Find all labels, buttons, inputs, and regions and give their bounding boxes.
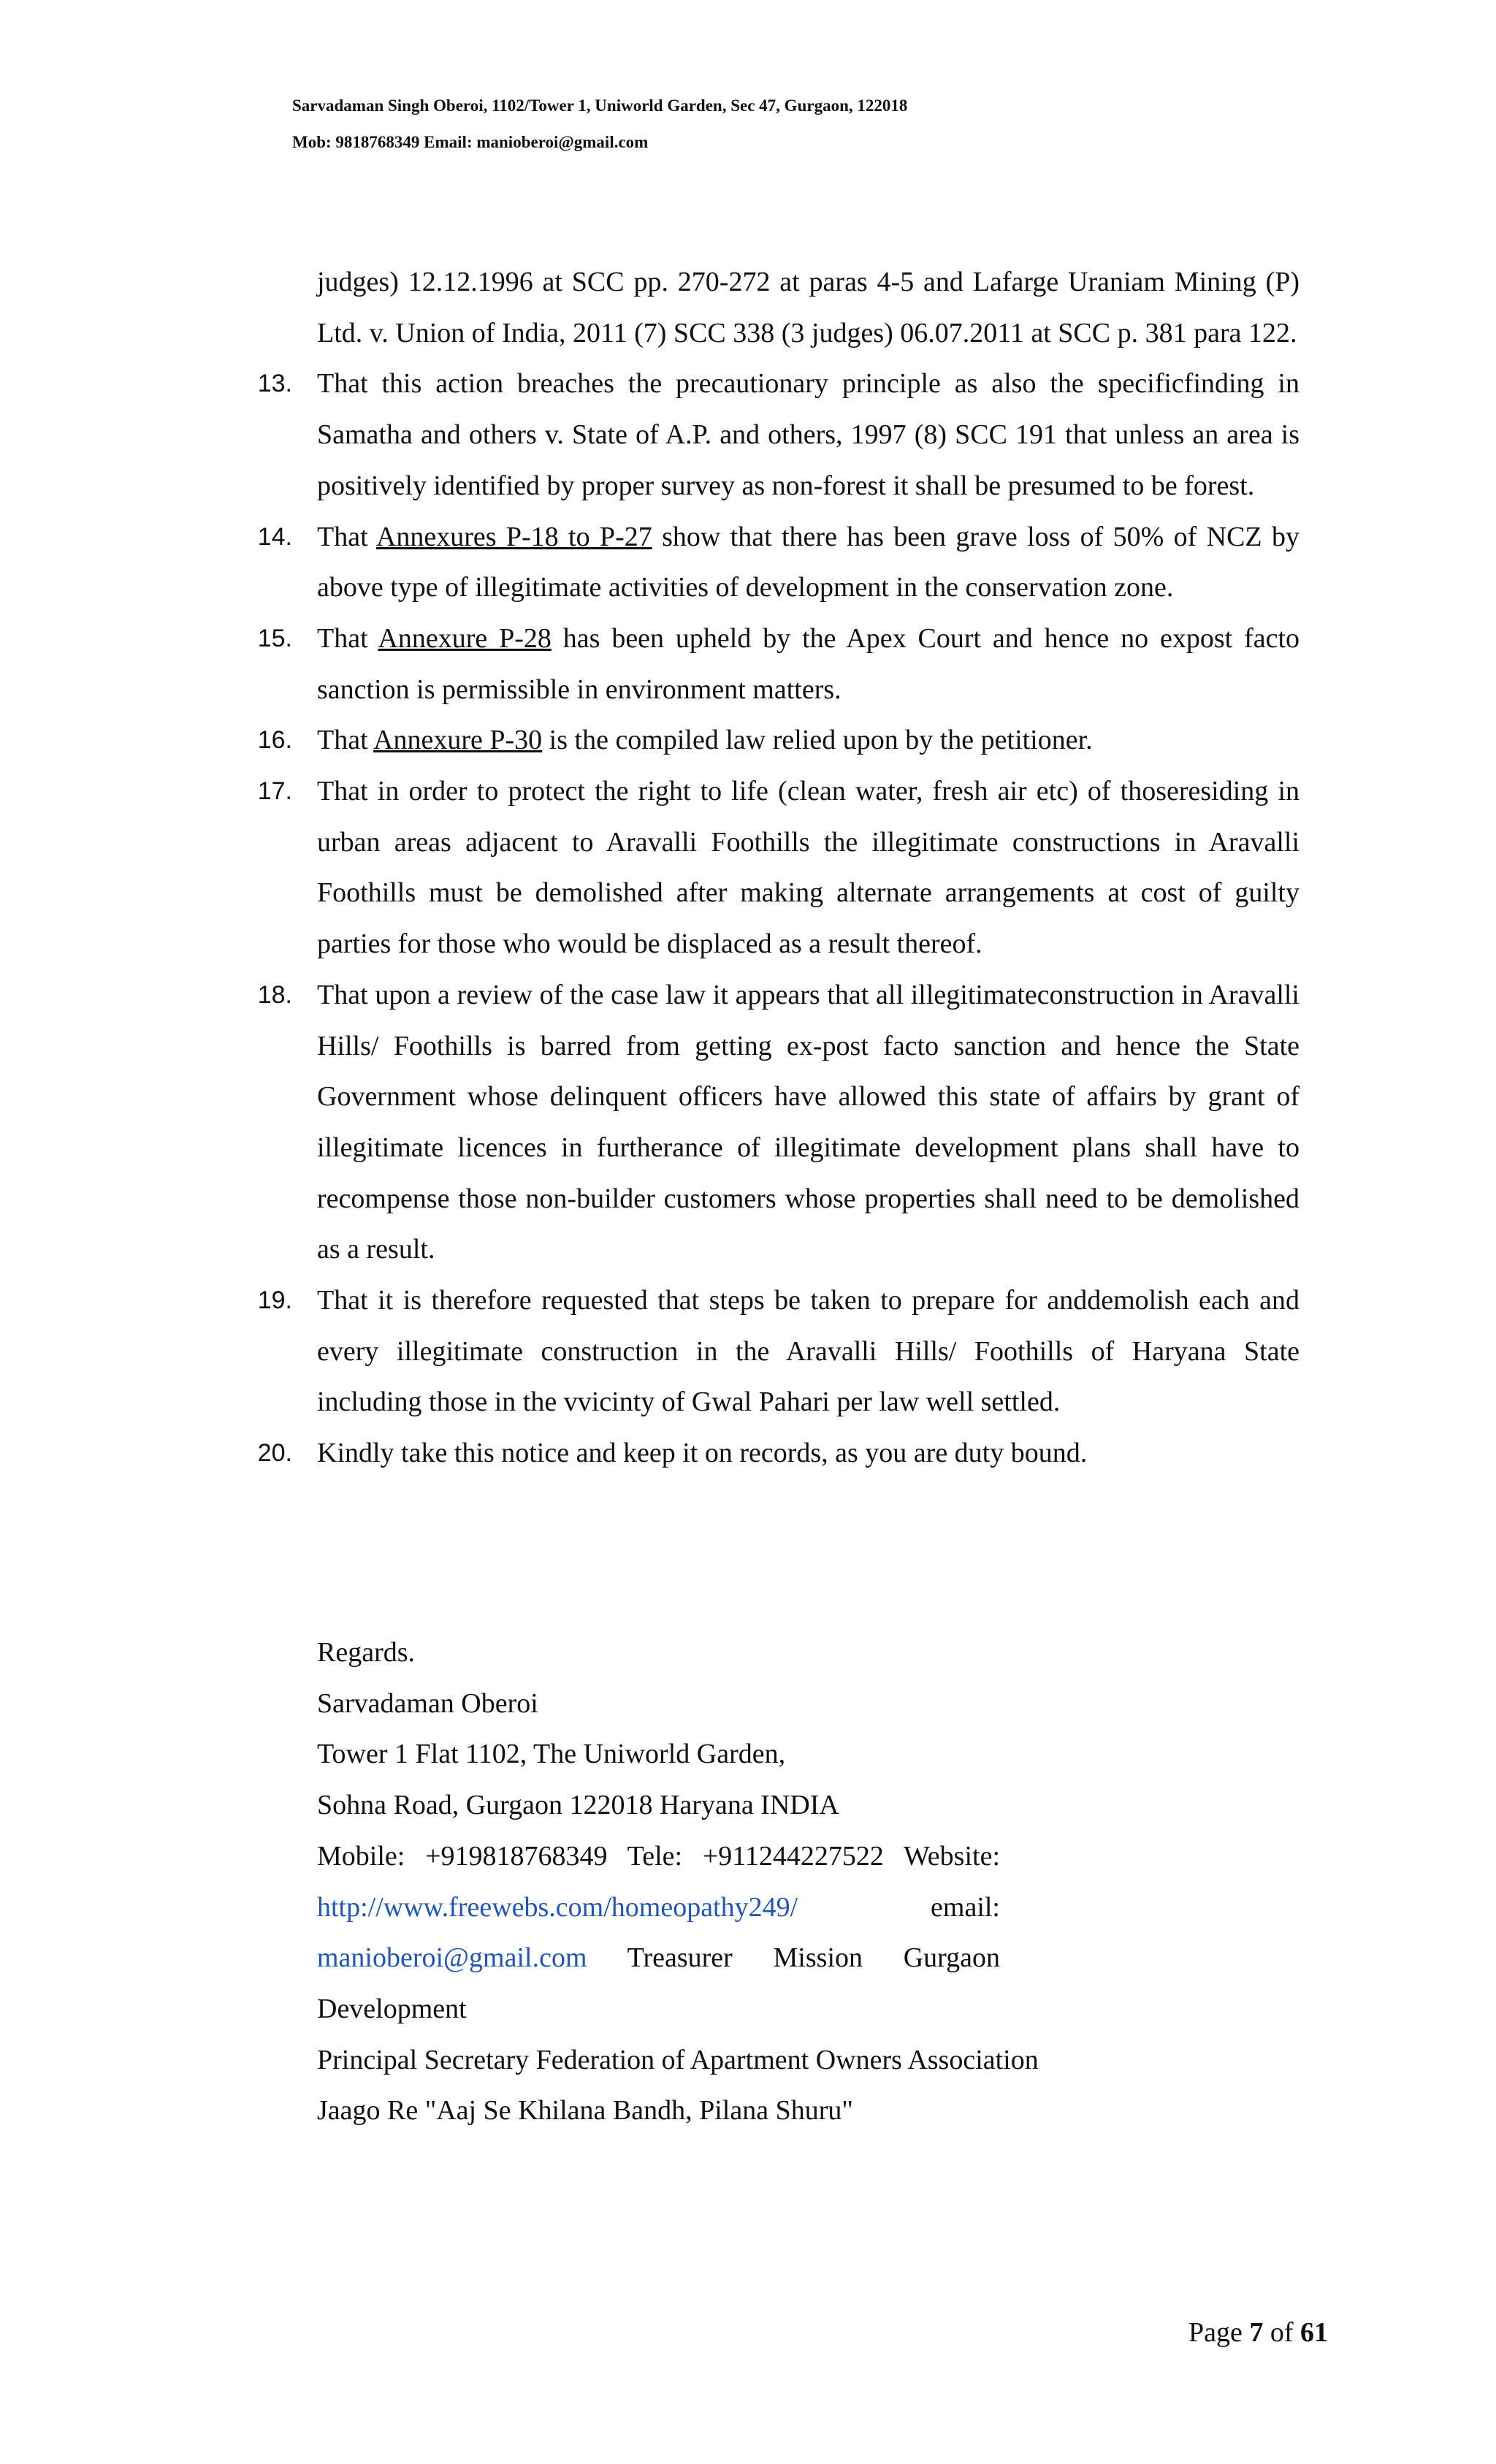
point-text: That upon a review of the case law it appears that all illegitimateconstruction in Aravalli Hills/ Foothills is barred from getting ex-post facto sanction and hence the State Government whose delinquent officers have allowed this state of affairs by grant of illegitimate licences in furtherance of illegitimate development plans shall have to recompense those non-builder customers whose properties shall need to be demolished as a result. (317, 979, 1300, 1265)
annexure-link[interactable]: Annexure P-28 (378, 622, 552, 654)
email-line (317, 1933, 1000, 1984)
slogan: Jaago Re "Aaj Se Khilana Bandh, Pilana Shuru" (317, 2095, 853, 2127)
point-text-post: is the compiled law relied upon by the petitioner. (542, 725, 1093, 756)
point-text-post: show that there has been grave loss of 50% of NCZ by above type of illegitimate activities of development in the conservation zone. (317, 521, 1300, 603)
letterhead-address: Sarvadaman Singh Oberoi, 1102/Tower 1, Uniworld Garden, Sec 47, Gurgaon, 122018 (292, 96, 908, 115)
point-number: 17. (257, 777, 292, 806)
continuation-paragraph: judges) 12.12.1996 at SCC pp. 270-272 at paras 4-5 and Lafarge Uraniam Mining (P) Ltd. v. Union of India, 2011 (7) SCC 338 (3 judges) 06.07.2011 at SCC p. 381 para 122. (317, 267, 1300, 348)
of-label: of (1263, 2317, 1300, 2348)
point-number: 20. (257, 1439, 292, 1468)
current-page: 7 (1249, 2317, 1264, 2348)
regards: Regards. (317, 1637, 416, 1668)
point-text-post: has been upheld by the Apex Court and hence no expost facto sanction is permissible in environment matters. (317, 622, 1300, 705)
point-20 (257, 1428, 1300, 1479)
point-19 (257, 1275, 1300, 1428)
letterhead (292, 88, 1388, 161)
numbered-points (257, 359, 1300, 1479)
email-label: email: (931, 1891, 1000, 1923)
point-text-pre: That (317, 521, 376, 552)
point-16 (257, 715, 1300, 766)
point-15 (257, 614, 1300, 715)
point-18 (257, 970, 1300, 1275)
signature-block (317, 1628, 1039, 2137)
point-13 (257, 359, 1300, 511)
page-label: Page (1188, 2317, 1250, 2348)
point-text: That it is therefore requested that steps be taken to prepare for anddemolish each and every illegitimate construction in the Aravalli Hills/ Foothills of Haryana State including those in the vvicinty of Gwal Pahari per law well settled. (317, 1285, 1300, 1418)
role-treasurer: Treasurer Mission Gurgaon (627, 1942, 1000, 1974)
point-number: 19. (257, 1286, 292, 1315)
point-number: 13. (257, 370, 292, 398)
page-number (1188, 2314, 1328, 2351)
website-line (317, 1883, 1000, 1934)
notice-body (257, 257, 1300, 1479)
point-number: 15. (257, 624, 292, 652)
annexure-link[interactable]: Annexures P-18 to P-27 (375, 521, 652, 552)
point-text-pre: That (317, 622, 378, 654)
point-text: That this action breaches the precautionary principle as also the specificfinding in Samatha and others v. State of A.P. and others, 1997 (8) SCC 191 that unless an area is positively identified by proper survey as non-forest it shall be presumed to be forest. (317, 368, 1300, 501)
sender-name: Sarvadaman Oberoi (317, 1687, 538, 1719)
address-line-2: Sohna Road, Gurgaon 122018 Haryana INDIA (317, 1790, 839, 1821)
annexure-link[interactable]: Annexure P-30 (373, 725, 543, 756)
role-secretary: Principal Secretary Federation of Apartment Owners Association (317, 2044, 1039, 2075)
contact-line: Mobile: +919818768349 Tele: +911244227522 Website: (317, 1840, 1000, 1872)
total-pages: 61 (1300, 2317, 1328, 2348)
email-link[interactable]: manioberoi@gmail.com (317, 1942, 587, 1974)
point-text: That in order to protect the right to life (clean water, fresh air etc) of thoseresiding in urban areas adjacent to Aravalli Foothills the illegitimate constructions in Aravalli Foothills must be demolished after making alternate arrangements at cost of guilty parties for those who would be displaced as a result thereof. (317, 776, 1300, 960)
point-14 (257, 512, 1300, 614)
website-link[interactable]: http://www.freewebs.com/homeopathy249/ (317, 1891, 798, 1923)
point-17 (257, 766, 1300, 970)
point-number: 18. (257, 980, 292, 1009)
point-text-pre: That (317, 725, 374, 756)
point-number: 16. (257, 726, 292, 755)
letterhead-contact: Mob: 9818768349 Email: manioberoi@gmail.com (292, 133, 649, 151)
point-text: Kindly take this notice and keep it on records, as you are duty bound. (317, 1438, 1088, 1469)
role-treasurer-cont: Development (317, 1993, 467, 2024)
point-number: 14. (257, 522, 292, 551)
address-line-1: Tower 1 Flat 1102, The Uniworld Garden, (317, 1739, 786, 1770)
